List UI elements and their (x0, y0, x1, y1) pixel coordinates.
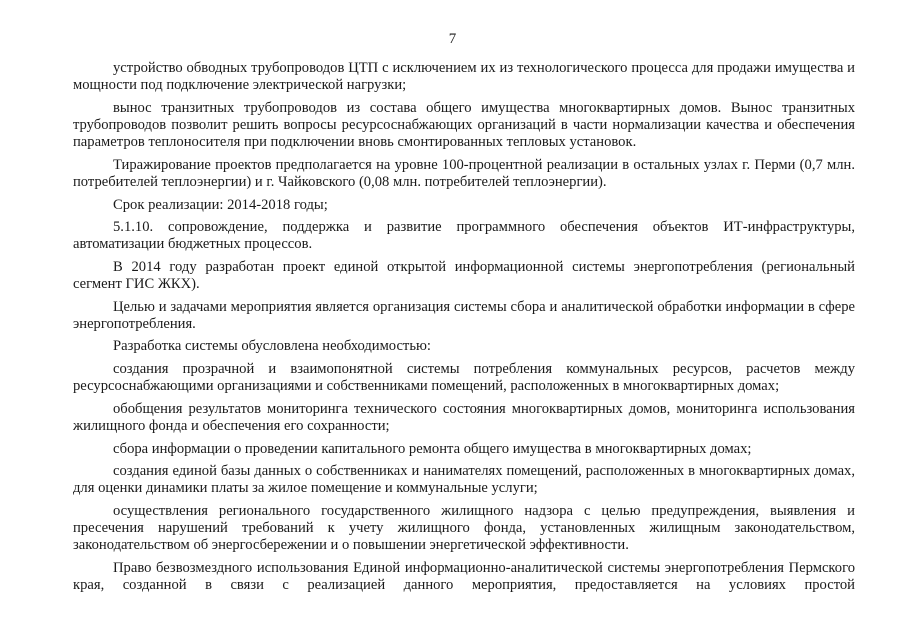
list-item-owners-database: создания единой базы данных о собственниках и нанимателях помещений, расположенных в многоквартирных домах, для оценки динамики платы за жилое помещение и коммунальные услуги; (73, 463, 855, 497)
paragraph-section-5-1-10: 5.1.10. сопровождение, поддержка и развитие программного обеспечения объектов ИТ-инфраструктуры, автоматизации бюджетных процессов. (73, 219, 855, 253)
list-item-monitoring: обобщения результатов мониторинга технического состояния многоквартирных домов, мониторинга использования жилищного фонда и обеспечения его сохранности; (73, 400, 855, 435)
page-number: 7 (448, 31, 457, 47)
paragraph-necessity-intro: Разработка системы обусловлена необходимостью: (113, 338, 431, 355)
paragraph-transit-pipelines: вынос транзитных трубопроводов из состава общего имущества многоквартирных домов. Вынос транзитных трубопроводов позволит решить вопросы ресурсоснабжающих организаций в части нормализации качества и обеспечения параметров теплоносителя при подключении вновь смонтированных тепловых установок. (73, 99, 855, 151)
paragraph-bypass-pipelines: устройство обводных трубопроводов ЦТП с исключением их из технологического процесса для продажи имущества и мощности под подключение электрической нагрузки; (73, 60, 855, 94)
paragraph-goal: Целью и задачами мероприятия является организация системы сбора и аналитической обработки информации в сфере энергопотребления. (73, 298, 855, 332)
paragraph-usage-rights: Право безвозмездного использования Единой информационно-аналитической системы энергопотребления Пермского края, созданной в связи с реализацией данного мероприятия, предоставляется на условиях простой (73, 559, 855, 594)
document-body (73, 60, 855, 600)
paragraph-replication: Тиражирование проектов предполагается на уровне 100-процентной реализации в остальных узлах г. Перми (0,7 млн. потребителей теплоэнергии) и г. Чайковского (0,08 млн. потребителей теплоэнергии). (73, 156, 855, 191)
paragraph-gis-project: В 2014 году разработан проект единой открытой информационной системы энергопотребления (региональный сегмент ГИС ЖКХ). (73, 258, 855, 293)
list-item-capital-repair: сбора информации о проведении капитального ремонта общего имущества в многоквартирных домах; (113, 440, 752, 457)
paragraph-implementation-period: Срок реализации: 2014-2018 годы; (113, 196, 328, 213)
list-item-transparent-system: создания прозрачной и взаимопонятной системы потребления коммунальных ресурсов, расчетов между ресурсоснабжающими организациями и собственниками помещений, расположенных в многоквартирных домах; (73, 360, 855, 395)
list-item-housing-supervision: осуществления регионального государственного жилищного надзора с целью предупреждения, выявления и пресечения нарушений требований к учету жилищного фонда, установленных жилищным законодательством, законодательством об энергосбережении и о повышении энергетической эффективности. (73, 502, 855, 554)
